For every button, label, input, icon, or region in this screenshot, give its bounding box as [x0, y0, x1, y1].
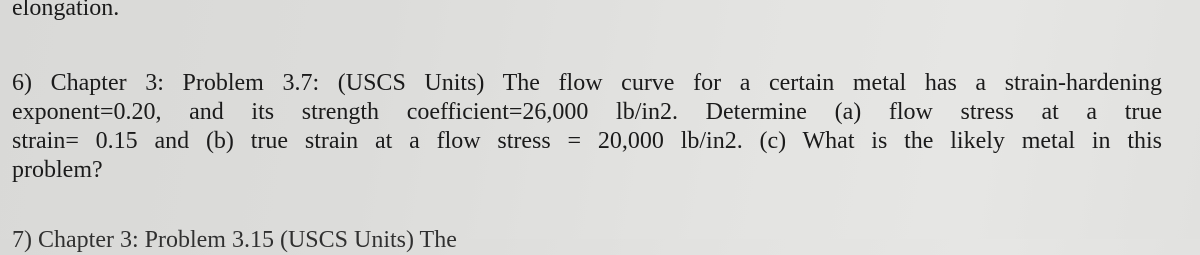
- problem-line-4: problem?: [12, 157, 103, 183]
- next-problem-partial: 7) Chapter 3: Problem 3.15 (USCS Units) The: [12, 227, 457, 253]
- problem-6-text: [12, 69, 1162, 185]
- problem-line-2: exponent=0.20, and its strength coefficient=26,000 lb/in2. Determine (a) flow stress at a true: [12, 99, 1162, 125]
- problem-line-1: 6) Chapter 3: Problem 3.7: (USCS Units) The flow curve for a certain metal has a strain-hardening: [12, 70, 1162, 96]
- previous-problem-tail: elongation.: [12, 0, 120, 21]
- problem-line-3: strain= 0.15 and (b) true strain at a flow stress = 20,000 lb/in2. (c) What is the likely metal in this: [12, 128, 1162, 154]
